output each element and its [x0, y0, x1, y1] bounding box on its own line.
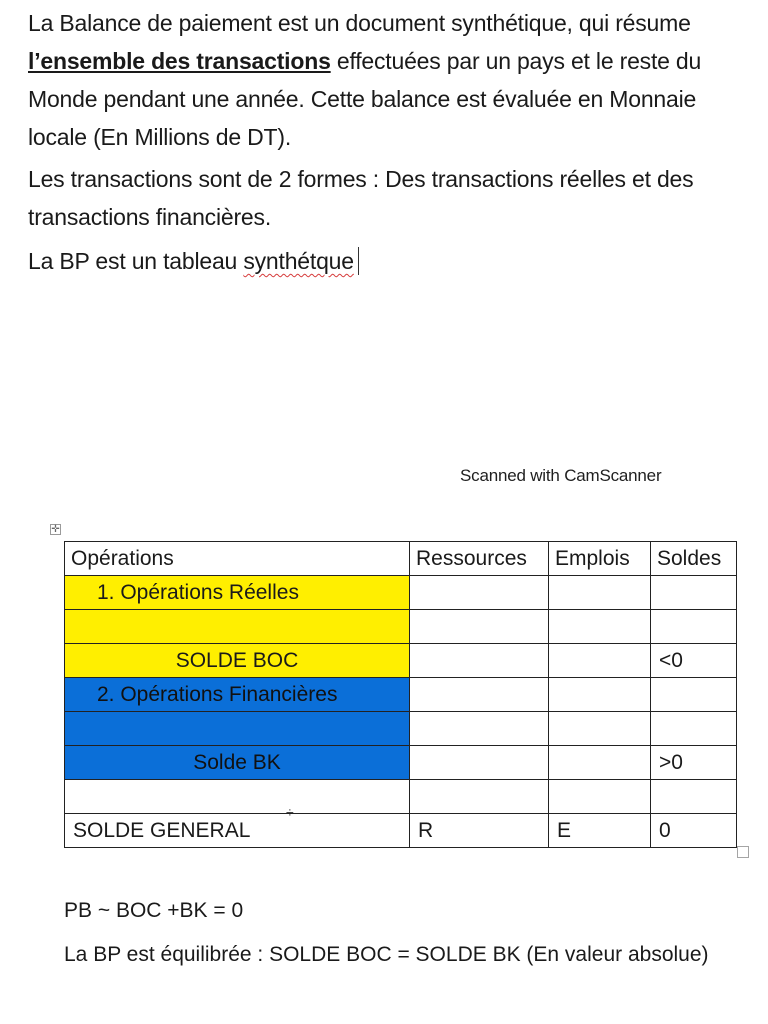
- table-row: [65, 644, 737, 678]
- table-row: [65, 678, 737, 712]
- cell-soldes[interactable]: [651, 610, 737, 644]
- cell-operation[interactable]: [65, 712, 410, 746]
- cell-emplois[interactable]: E: [549, 814, 651, 848]
- intro-paragraph-1-end: effectuées par un pays et le reste du Monde pendant une année. Cette balance est évaluée en Monnaie locale (En Millions de DT).: [28, 48, 702, 150]
- misspelled-word: synthétque: [243, 248, 354, 274]
- table-header-row: [65, 542, 737, 576]
- cell-ressources[interactable]: R: [410, 814, 549, 848]
- intro-paragraph-3: [28, 242, 728, 280]
- cell-emplois[interactable]: [549, 746, 651, 780]
- emphasis-transactions: l’ensemble des transactions: [28, 48, 331, 74]
- cell-emplois[interactable]: [549, 610, 651, 644]
- balance-table: [64, 541, 737, 848]
- notes-text: [64, 893, 724, 973]
- table-row: [65, 610, 737, 644]
- intro-text: [28, 4, 728, 280]
- intro-paragraph-1-start: La Balance de paiement est un document synthétique, qui résume: [28, 10, 691, 36]
- cell-ressources[interactable]: [410, 780, 549, 814]
- table-move-handle-icon[interactable]: ✛: [51, 524, 60, 535]
- text-cursor: [358, 247, 359, 275]
- cell-operation[interactable]: [65, 780, 410, 814]
- cell-ressources[interactable]: [410, 576, 549, 610]
- cell-soldes[interactable]: [651, 780, 737, 814]
- cell-soldes[interactable]: [651, 712, 737, 746]
- row-resize-icon[interactable]: ÷: [286, 804, 294, 820]
- cell-emplois[interactable]: [549, 712, 651, 746]
- cell-operation[interactable]: [65, 610, 410, 644]
- cell-emplois[interactable]: [549, 576, 651, 610]
- cell-soldes[interactable]: [651, 576, 737, 610]
- cell-emplois[interactable]: [549, 678, 651, 712]
- cell-ressources[interactable]: [410, 746, 549, 780]
- cell-operation[interactable]: 2. Opérations Financières: [65, 678, 410, 712]
- header-emplois: Emplois: [549, 542, 651, 576]
- header-soldes: Soldes: [651, 542, 737, 576]
- cell-operation[interactable]: SOLDE GENERAL: [65, 814, 410, 848]
- table-row: [65, 746, 737, 780]
- table-row: [65, 576, 737, 610]
- cell-emplois[interactable]: [549, 644, 651, 678]
- cell-ressources[interactable]: [410, 644, 549, 678]
- cell-ressources[interactable]: [410, 610, 549, 644]
- cell-operation[interactable]: 1. Opérations Réelles: [65, 576, 410, 610]
- header-ressources: Ressources: [410, 542, 549, 576]
- table-row: [65, 712, 737, 746]
- intro-paragraph-1: [28, 4, 728, 156]
- equation-line: PB ~ BOC +BK = 0: [64, 899, 244, 922]
- intro-paragraph-3-start: La BP est un tableau: [28, 248, 244, 274]
- table-resize-handle-icon[interactable]: [737, 846, 749, 858]
- cell-operation[interactable]: Solde BK: [65, 746, 410, 780]
- intro-paragraph-2: Les transactions sont de 2 formes : Des transactions réelles et des transactions financières.: [28, 166, 694, 230]
- cell-emplois[interactable]: [549, 780, 651, 814]
- cell-operation[interactable]: SOLDE BOC: [65, 644, 410, 678]
- table-row: [65, 780, 737, 814]
- header-operations: Opérations: [65, 542, 410, 576]
- cell-soldes[interactable]: [651, 678, 737, 712]
- conclusion-line: La BP est équilibrée : SOLDE BOC = SOLDE BK (En valeur absolue): [64, 943, 709, 966]
- cell-ressources[interactable]: [410, 678, 549, 712]
- cell-soldes[interactable]: >0: [651, 746, 737, 780]
- cell-soldes[interactable]: 0: [651, 814, 737, 848]
- camscanner-watermark: Scanned with CamScanner: [460, 466, 662, 485]
- cell-ressources[interactable]: [410, 712, 549, 746]
- table-row: [65, 814, 737, 848]
- cell-soldes[interactable]: <0: [651, 644, 737, 678]
